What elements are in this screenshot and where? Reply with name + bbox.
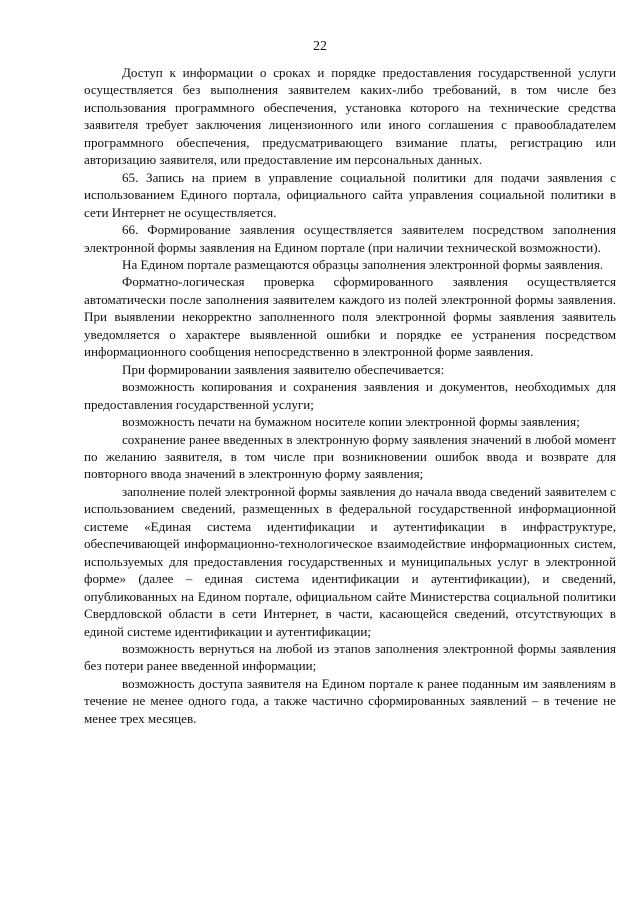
list-item-access-history: возможность доступа заявителя на Едином портале к ранее поданным им заявлениям в течение не менее одного года, а также частично сформированных заявлений – в течение не менее трех месяцев. [84,675,616,726]
list-item-copy-save: возможность копирования и сохранения заявления и документов, необходимых для предоставления государственной услуги; [84,379,616,412]
list-item-prefill: заполнение полей электронной формы заявления до начала ввода сведений заявителем с использованием сведений, размещенных в федеральной государственной информационной системе «Единая система идентификации и аутентификации в инфраструктуре, обеспечивающей информационно-технологическое взаимодействие информационных систем, используемых для предоставления государственных и муниципальных услуг в электронной форме» (далее – единая система идентификации и аутентификации), и сведений, опубликованных на Едином портале, официальном сайте Министерства социальной политики Свердловской области в сети Интернет, в части, касающейся сведений, отсутствующих в единой системе идентификации и аутентификации; [84,483,616,639]
paragraph-format-check: Форматно-логическая проверка сформированного заявления осуществляется автоматически после заполнения заявителем каждого из полей электронной формы заявления. При выявлении некорректно заполненного поля электронной формы заявления заявитель уведомляется о характере выявленной ошибки и порядке ее устранения посредством информационного сообщения непосредственно в электронной форме заявления. [84,274,616,360]
list-item-save-values: сохранение ранее введенных в электронную форму заявления значений в любой момент по желанию заявителя, в том числе при возникновении ошибок ввода и возврате для повторного ввода значений в электронную форму заявления; [84,431,616,482]
document-body [84,64,616,727]
paragraph-65-appointment: 65. Запись на прием в управление социальной политики для подачи заявления с использованием Единого портала, официального сайта управления социальной политики в сети Интернет не осуществляется. [84,169,616,220]
paragraph-access-info: Доступ к информации о сроках и порядке предоставления государственной услуги осуществляется без выполнения заявителем каких-либо требований, в том числе без использования программного обеспечения, установка которого на технические средства заявителя требует заключения лицензионного или иного соглашения с правообладателем программного обеспечения, предусматривающего взимание платы, регистрацию или авторизацию заявителя, или предоставление им персональных данных. [84,65,616,168]
paragraph-provisions-intro: При формировании заявления заявителю обеспечивается: [122,361,445,377]
page-number: 22 [313,39,327,54]
list-item-print: возможность печати на бумажном носителе копии электронной формы заявления; [122,414,580,430]
paragraph-form-samples: На Едином портале размещаются образцы заполнения электронной формы заявления. [122,256,604,272]
paragraph-66-application-form: 66. Формирование заявления осуществляется заявителем посредством заполнения электронной формы заявления на Едином портале (при наличии технической возможности). [84,222,616,255]
list-item-return-step: возможность вернуться на любой из этапов заполнения электронной формы заявления без потери ранее введенной информации; [84,640,616,674]
